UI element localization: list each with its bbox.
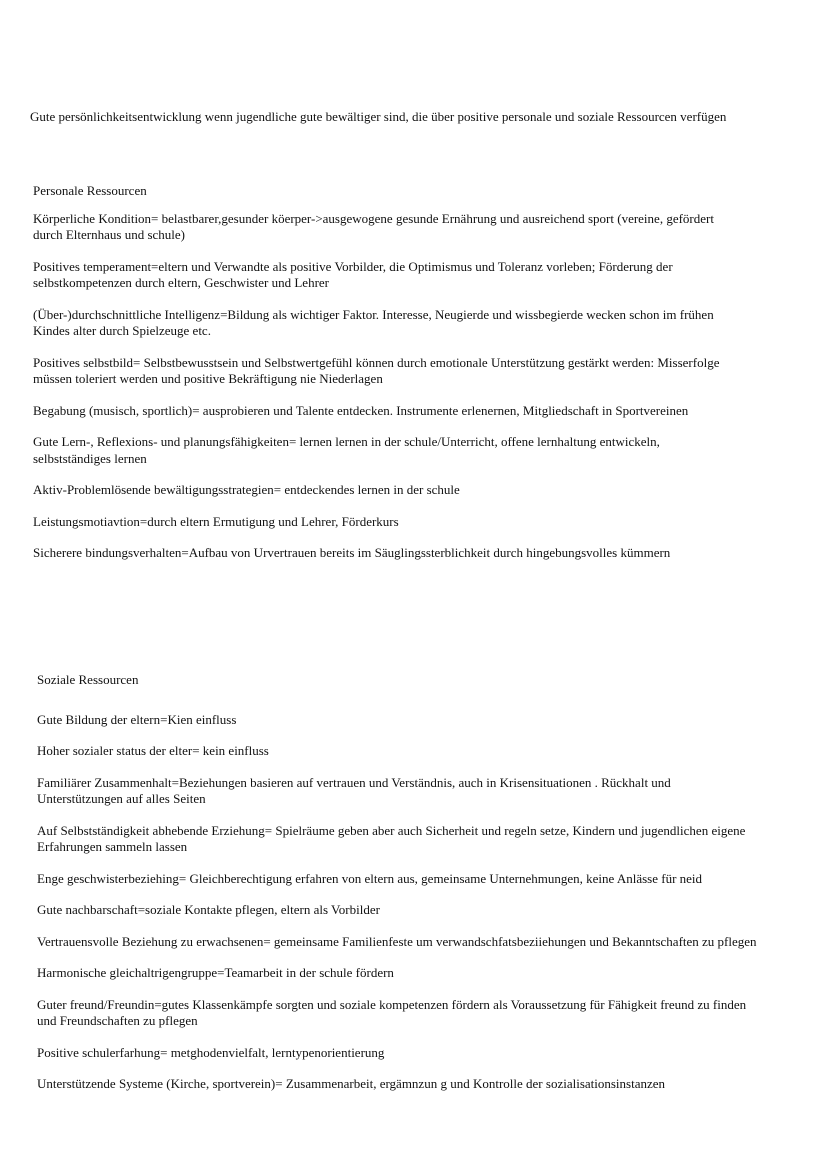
social-item: Auf Selbstständigkeit abhebende Erziehung= Spielräume geben aber auch Sicherheit und regeln setze, Kindern und jugendlichen eigene Erfahrungen sammeln lassen xyxy=(37,822,746,854)
social-item: Harmonische gleichaltrigengruppe=Teamarbeit in der schule fördern xyxy=(37,965,394,980)
personal-item: Gute Lern-, Reflexions- und planungsfähigkeiten= lernen lernen in der schule/Unterricht, offene lernhaltung entwickeln, selbstständiges lernen xyxy=(33,434,660,466)
personal-item: Sicherere bindungsverhalten=Aufbau von Urvertrauen bereits im Säuglingssterblichkeit durch hingebungsvolles kümmern xyxy=(33,545,671,560)
social-item: Gute Bildung der eltern=Kien einfluss xyxy=(37,711,237,727)
social-item: Positive schulerfarhung= metghodenvielfalt, lerntypenorientierung xyxy=(37,1044,385,1060)
social-item: Enge geschwisterbeziehing= Gleichberechtigung erfahren von eltern aus, gemeinsame Unternehmungen, keine Anlässe für neid xyxy=(37,870,703,886)
personal-item: Körperliche Kondition= belastbarer,gesunder köerper->ausgewogene gesunde Ernährung und ausreichend sport (vereine, gefördert durch Elternhaus und schule) xyxy=(33,210,714,242)
personal-resources-section xyxy=(33,183,733,577)
personal-resources-heading: Personale Ressourcen xyxy=(33,183,147,198)
personal-item: Positives temperament=eltern und Verwandte als positive Vorbilder, die Optimismus und Toleranz vorleben; Förderung der selbstkompetenzen durch eltern, Geschwister und Lehrer xyxy=(33,258,673,290)
social-item: Unterstützende Systeme (Kirche, sportverein)= Zusammenarbeit, ergämnzun g und Kontrolle der sozialisationsinstanzen xyxy=(37,1076,666,1091)
personal-item: (Über-)durchschnittliche Intelligenz=Bildung als wichtiger Faktor. Interesse, Neugierde und wissbegierde wecken schon im frühen Kindes alter durch Spielzeuge etc. xyxy=(33,306,714,338)
social-resources-section xyxy=(37,672,757,1108)
personal-item: Positives selbstbild= Selbstbewusstsein und Selbstwertgefühl können durch emotionale Unterstützung gestärkt werden: Misserfolge müssen toleriert werden und positive Bekräftigung nie Niederlagen xyxy=(33,354,720,386)
social-item: Gute nachbarschaft=soziale Kontakte pflegen, eltern als Vorbilder xyxy=(37,902,380,917)
social-item: Hoher sozialer status der elter= kein einfluss xyxy=(37,743,269,758)
personal-item: Leistungsmotiavtion=durch eltern Ermutigung und Lehrer, Förderkurs xyxy=(33,513,399,529)
intro-paragraph: Gute persönlichkeitsentwicklung wenn jugendliche gute bewältiger sind, die über positive personale und soziale Ressourcen verfügen xyxy=(30,109,727,124)
personal-item: Begabung (musisch, sportlich)= ausprobieren und Talente entdecken. Instrumente erlenernen, Mitgliedschaft in Sportvereinen xyxy=(33,402,689,418)
social-resources-heading: Soziale Ressourcen xyxy=(37,672,139,687)
social-item: Vertrauensvolle Beziehung zu erwachsenen= gemeinsame Familienfeste um verwandschfatsbeziiehungen und Bekanntschaften zu pflegen xyxy=(37,933,757,949)
social-item: Familiärer Zusammenhalt=Beziehungen basieren auf vertrauen und Verständnis, auch in Krisensituationen . Rückhalt und Unterstützungen auf alles Seiten xyxy=(37,774,671,806)
social-item: Guter freund/Freundin=gutes Klassenkämpfe sorgten und soziale kompetenzen fördern als Voraussetzung für Fähigkeit freund zu finden und Freundschaften zu pflegen xyxy=(37,996,747,1028)
personal-item: Aktiv-Problemlösende bewältigungsstrategien= entdeckendes lernen in der schule xyxy=(33,482,460,497)
